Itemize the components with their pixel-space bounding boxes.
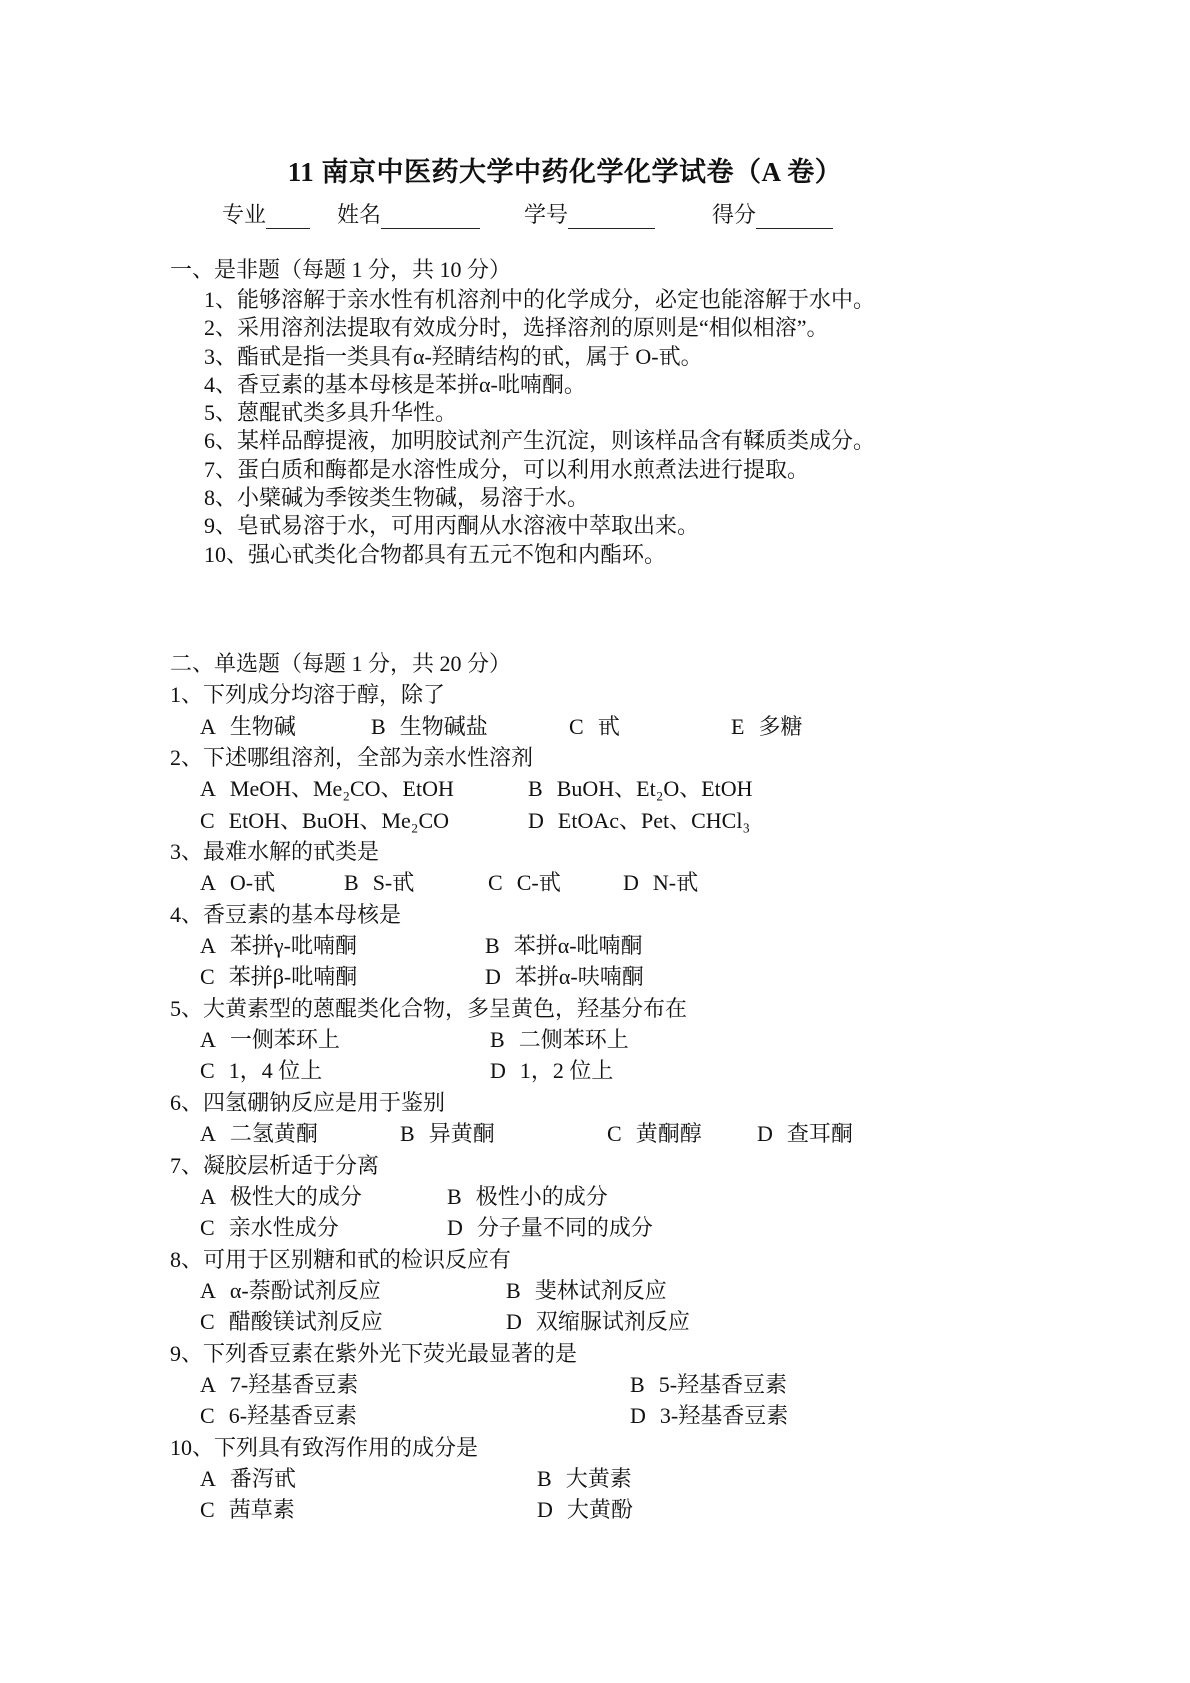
- section1-items: [204, 286, 1034, 569]
- mc-q8-option-c: C 醋酸镁试剂反应: [200, 1309, 383, 1335]
- mc-q8-stem: 8、可用于区别糖和甙的检识反应有: [170, 1246, 512, 1272]
- mc-q3-option-c: C C-甙: [488, 870, 561, 896]
- section1-heading: 一、是非题（每题 1 分，共 10 分）: [170, 257, 512, 282]
- mc-q7-option-d: D 分子量不同的成分: [447, 1215, 653, 1241]
- mc-q5-option-c: C 1，4 位上: [200, 1058, 323, 1084]
- mc-q3-stem: 3、最难水解的甙类是: [170, 839, 380, 865]
- student-info-row: [222, 198, 833, 229]
- mc-q4-option-d: D 苯拼α-呋喃酮: [485, 964, 644, 990]
- section2-heading: 二、单选题（每题 1 分，共 20 分）: [170, 651, 512, 676]
- mc-q10-options-row-1: [170, 1463, 1050, 1494]
- mc-q10-options-row-2: [170, 1494, 1050, 1525]
- mc-q6-option-d: D 查耳酮: [757, 1121, 853, 1147]
- mc-q10-option-c: C 茜草素: [200, 1497, 295, 1523]
- tf-item-5: 5、蒽醌甙类多具升华性。: [204, 400, 458, 426]
- mc-q6-option-a: A 二氢黄酮: [200, 1121, 318, 1147]
- mc-q1-option-e: E 多糖: [731, 713, 803, 739]
- name-field: [337, 198, 480, 229]
- tf-item-6: 6、某样品醇提液，加明胶试剂产生沉淀，则该样品含有鞣质类成分。: [204, 428, 876, 454]
- student-id-label: 学号: [524, 202, 569, 227]
- mc-q2-option-b: B BuOH、Et₂O、EtOH: [528, 776, 753, 802]
- mc-q4-options-row-1: [170, 930, 1050, 961]
- mc-q10-stem: 10、下列具有致泻作用的成分是: [170, 1434, 479, 1460]
- mc-q5-options-row-2: [170, 1055, 1050, 1086]
- mc-q7-option-b: B 极性小的成分: [447, 1183, 608, 1209]
- mc-q3-options-row-1: [170, 867, 1050, 898]
- tf-item-3: 3、酯甙是指一类具有α-羟睛结构的甙，属于 O-甙。: [204, 343, 703, 369]
- mc-q5-stem: 5、大黄素型的蒽醌类化合物，多呈黄色，羟基分布在: [170, 995, 688, 1021]
- name-label: 姓名: [337, 202, 382, 227]
- tf-item-2: 2、采用溶剂法提取有效成分时，选择溶剂的原则是“相似相溶”。: [204, 315, 829, 341]
- major-blank: [266, 207, 310, 229]
- mc-q6-option-c: C 黄酮醇: [607, 1121, 702, 1147]
- score-field: [712, 198, 833, 229]
- mc-q8-options-row-2: [170, 1306, 1050, 1337]
- mc-q6-stem: 6、四氢硼钠反应是用于鉴别: [170, 1089, 446, 1115]
- mc-q4-stem: 4、香豆素的基本母核是: [170, 901, 402, 927]
- mc-q8-option-d: D 双缩脲试剂反应: [506, 1309, 690, 1335]
- mc-q7-option-c: C 亲水性成分: [200, 1215, 339, 1241]
- major-label: 专业: [222, 202, 267, 227]
- mc-q4-option-a: A 苯拼γ-吡喃酮: [200, 933, 357, 959]
- tf-item-4: 4、香豆素的基本母核是苯拼α-吡喃酮。: [204, 371, 586, 397]
- mc-q7-option-a: A 极性大的成分: [200, 1183, 362, 1209]
- mc-q1-stem: 1、下列成分均溶于醇，除了: [170, 682, 446, 708]
- student-id-field: [524, 198, 655, 229]
- mc-q7-options-row-2: [170, 1212, 1050, 1243]
- mc-q9-option-c: C 6-羟基香豆素: [200, 1403, 358, 1429]
- mc-q1-option-c: C 甙: [569, 713, 620, 739]
- score-blank: [756, 207, 833, 229]
- score-label: 得分: [712, 202, 757, 227]
- mc-q6-option-b: B 异黄酮: [400, 1121, 495, 1147]
- mc-q2-stem: 2、下述哪组溶剂，全部为亲水性溶剂: [170, 745, 534, 771]
- mc-q2-option-d: D EtOAc、Pet、CHCl₃: [528, 807, 751, 833]
- mc-q1-options-row-1: [170, 711, 1050, 742]
- tf-item-8: 8、小檗碱为季铵类生物碱，易溶于水。: [204, 485, 590, 511]
- mc-q7-stem: 7、凝胶层析适于分离: [170, 1152, 380, 1178]
- mc-q5-options-row-1: [170, 1024, 1050, 1055]
- mc-q8-option-b: B 斐林试剂反应: [506, 1277, 667, 1303]
- mc-q9-stem: 9、下列香豆素在紫外光下荧光最显著的是: [170, 1340, 578, 1366]
- mc-q1-option-a: A 生物碱: [200, 713, 296, 739]
- mc-q8-options-row-1: [170, 1275, 1050, 1306]
- tf-item-7: 7、蛋白质和酶都是水溶性成分，可以利用水煎煮法进行提取。: [204, 456, 810, 482]
- mc-q9-options-row-2: [170, 1400, 1050, 1431]
- mc-q3-option-b: B S-甙: [344, 870, 415, 896]
- mc-q8-option-a: A α-萘酚试剂反应: [200, 1277, 381, 1303]
- mc-q6-options-row-1: [170, 1118, 1050, 1149]
- mc-q4-options-row-2: [170, 961, 1050, 992]
- major-field: [222, 198, 310, 229]
- mc-q10-option-a: A 番泻甙: [200, 1465, 296, 1491]
- tf-item-1: 1、能够溶解于亲水性有机溶剂中的化学成分，必定也能溶解于水中。: [204, 287, 876, 312]
- mc-q2-options-row-1: [170, 773, 1050, 804]
- student-id-blank: [568, 207, 655, 229]
- mc-q2-option-a: A MeOH、Me₂CO、EtOH: [200, 776, 454, 802]
- page-title: 11 南京中医药大学中药化学化学试卷（A 卷）: [287, 157, 843, 187]
- mc-q5-option-b: B 二侧苯环上: [490, 1027, 629, 1053]
- mc-q4-option-c: C 苯拼β-吡喃酮: [200, 964, 358, 990]
- tf-item-9: 9、皂甙易溶于水，可用丙酮从水溶液中萃取出来。: [204, 513, 700, 539]
- mc-q4-option-b: B 苯拼α-吡喃酮: [485, 933, 643, 959]
- mc-q10-option-b: B 大黄素: [537, 1465, 632, 1491]
- mc-q2-option-c: C EtOH、BuOH、Me₂CO: [200, 807, 450, 833]
- mc-q9-options-row-1: [170, 1369, 1050, 1400]
- mc-q9-option-d: D 3-羟基香豆素: [630, 1403, 789, 1429]
- section2: [170, 648, 1050, 1526]
- mc-q5-option-a: A 一侧苯环上: [200, 1027, 340, 1053]
- mc-q2-options-row-2: [170, 805, 1050, 836]
- mc-q7-options-row-1: [170, 1181, 1050, 1212]
- mc-q3-option-d: D N-甙: [623, 870, 699, 896]
- mc-q9-option-a: A 7-羟基香豆素: [200, 1371, 359, 1397]
- mc-q5-option-d: D 1，2 位上: [490, 1058, 614, 1084]
- mc-q10-option-d: D 大黄酚: [537, 1497, 633, 1523]
- mc-q3-option-a: A O-甙: [200, 870, 276, 896]
- name-blank: [381, 207, 480, 229]
- mc-q1-option-b: B 生物碱盐: [371, 713, 488, 739]
- mc-q9-option-b: B 5-羟基香豆素: [630, 1371, 788, 1397]
- tf-item-10: 10、强心甙类化合物都具有五元不饱和内酯环。: [204, 541, 667, 567]
